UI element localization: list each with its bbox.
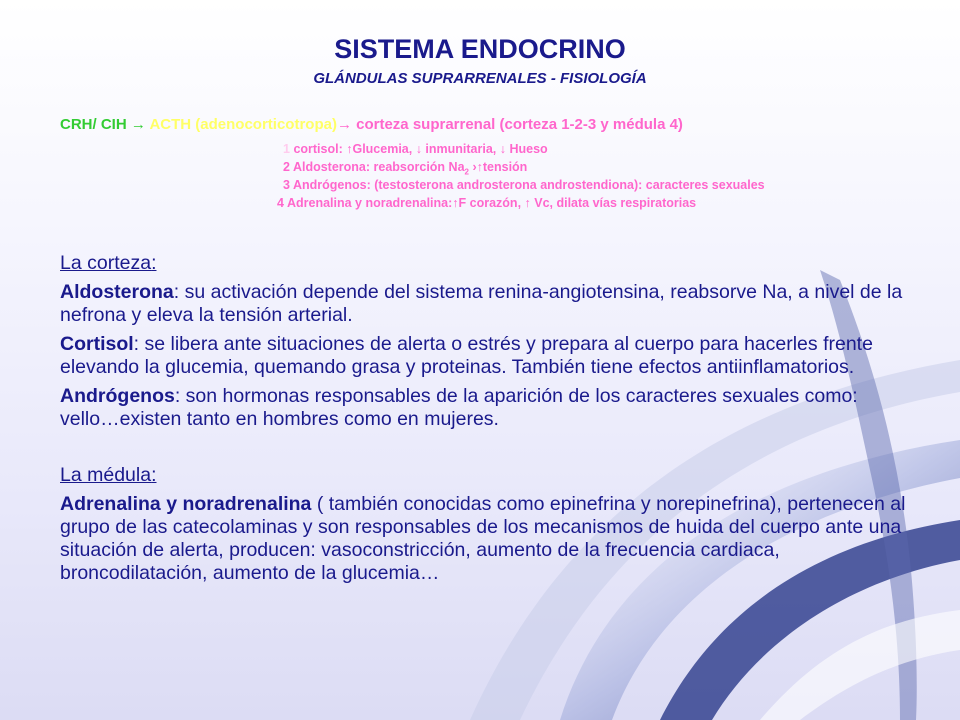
- main-body: [60, 252, 910, 591]
- slide-title: SISTEMA ENDOCRINO: [334, 34, 626, 64]
- flow-arrow-2: →: [336, 116, 357, 133]
- adrenalina-term: Adrenalina y noradrenalina: [60, 493, 312, 515]
- effect-1-text: cortisol: ↑Glucemia, ↓ inmunitaria, ↓ Hueso: [293, 142, 548, 156]
- androgenos-term: Andrógenos: [60, 385, 175, 407]
- androgenos-paragraph: [60, 385, 910, 431]
- hormone-flow-line: [60, 116, 683, 133]
- effect-2-tail: ›↑tensión: [468, 160, 528, 174]
- aldosterona-text: : su activación depende del sistema renina-angiotensina, reabsorve Na, a nivel de la nefrona y eleva la tensión arterial.: [60, 281, 903, 326]
- androgenos-text: : son hormonas responsables de la aparición de los caracteres sexuales como: vello…existen tanto en hombres como en mujeres.: [60, 385, 858, 430]
- effect-2-text: 2 Aldosterona: reabsorción Na: [283, 160, 465, 174]
- cortisol-paragraph: [60, 333, 910, 379]
- cortisol-text: : se libera ante situaciones de alerta o estrés y prepara al cuerpo para hacerles frente elevando la glucemia, quemando grasa y proteinas. También tiene efectos antiinflamatorios.: [60, 333, 873, 378]
- corteza-heading-text: La corteza: [60, 252, 152, 274]
- section-spacer: [60, 437, 910, 464]
- effect-line-2: [283, 160, 527, 177]
- aldosterona-paragraph: [60, 281, 910, 327]
- effect-line-4: 4 Adrenalina y noradrenalina:↑F corazón, ↑ Vc, dilata vías respiratorias: [277, 196, 697, 210]
- effect-line-1: [283, 142, 548, 156]
- adrenalina-paragraph: [60, 493, 910, 585]
- adrenalina-text: ( también conocidas como epinefrina y norepinefrina), pertenecen al grupo de las catecolaminas y son responsables de los mecanismos de huida del cuerpo ante una situación de alerta, producen: vasoconstricción, aumento de la frecuencia cardiaca, broncodilatación, aumento de la glucemia…: [60, 493, 906, 584]
- medula-heading: [60, 464, 910, 487]
- flow-cortex: corteza suprarrenal (corteza 1-2-3 y médula 4): [356, 116, 683, 133]
- corteza-heading: [60, 252, 910, 275]
- flow-arrow-1: →: [126, 116, 150, 133]
- corteza-heading-colon: :: [151, 252, 157, 274]
- medula-heading-colon: :: [151, 464, 157, 486]
- aldosterona-term: Aldosterona: [60, 281, 174, 303]
- flow-acth: ACTH (adenocorticotropa): [149, 116, 337, 133]
- slide-subtitle: GLÁNDULAS SUPRARRENALES - FISIOLOGÍA: [313, 70, 647, 87]
- effect-line-3: 3 Andrógenos: (testosterona androsterona androstendiona): caracteres sexuales: [283, 178, 765, 192]
- medula-heading-text: La médula: [60, 464, 152, 486]
- flow-crh: CRH/ CIH: [60, 116, 127, 133]
- effect-1-number: 1: [283, 142, 294, 156]
- effect-2-subscript: 2: [464, 167, 469, 177]
- cortisol-term: Cortisol: [60, 333, 134, 355]
